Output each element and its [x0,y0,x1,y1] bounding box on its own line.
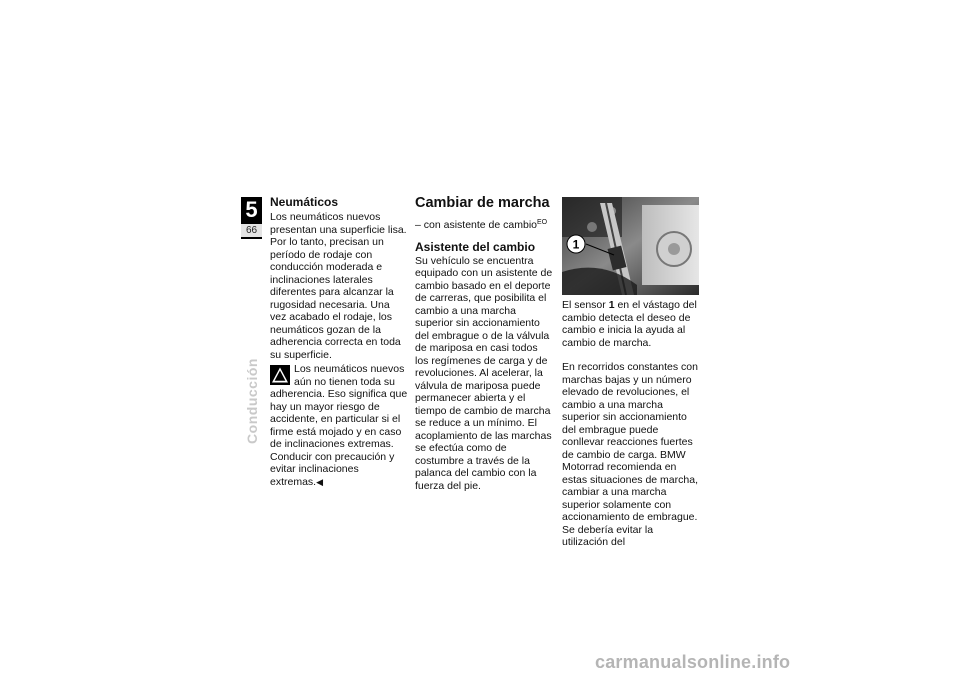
section-label-text: Conducción [244,358,260,444]
gearshift-title: Cambiar de marcha [415,195,550,211]
sensor-paragraph-before: El sensor [562,299,606,311]
gear-sensor-photo [562,197,699,295]
tyres-advice-text: Conducir con precaución y evitar inclinaciones extremas. [270,450,395,488]
tyres-heading: Neumáticos [270,195,339,209]
chapter-tab [241,197,262,239]
tyres-warning [270,363,408,451]
option-dash: – [415,219,421,231]
option-sup: EO [537,219,548,226]
column-gearshift [415,195,553,492]
constant-routes-paragraph: En recorridos constantes con marchas bajas y un número elevado de revoluciones, el cambio a una marcha superior sin accionamiento del embrague puede conllevar reacciones fuertes de cambio de carga. BMW Motorrad recomienda en estas situaciones de marcha, cambiar a una marcha superior solamente con accionamiento de embrague. Se debería evitar la utilización del [562,361,698,548]
shift-assist-paragraph: Su vehículo se encuentra equipado con un asistente de cambio basado en el deporte de carreras, que posibilita el cambio a una marcha superior sin accionamiento del embrague o de la válvula de mariposa en casi todos los regímenes de carga y de revoluciones. Al acelerar, la válvula de mariposa puede permanecer abierta y el tiempo de cambio de marcha se reduce a un mínimo. El acoplamiento de las marchas se efectúa como de costumbre a través de la palanca del cambio con la fuerza del pie. [415,254,553,492]
warning-triangle-icon [270,365,290,385]
sensor-ref-number: 1 [608,299,615,311]
tyres-paragraph: Los neumáticos nuevos presentan una superficie lisa. Por lo tanto, precisan un período de rodaje con conducción moderada e inclinaciones laterales diferentes para alcanzar la rugosidad necesaria. Una vez acabado el rodaje, los neumáticos gozan de la adherencia correcta en toda su superficie. [270,211,407,361]
shift-assist-heading: Asistente del cambio [415,239,536,254]
page-number: 66 [241,224,262,237]
section-label [244,346,260,456]
tyres-advice [270,451,408,489]
end-mark-icon: ◀ [316,476,324,487]
footer-watermark: carmanualsonline.info [595,652,791,672]
sensor-paragraph-after: en el vástago del cambio detecta el deseo de cambio e inicia la ayuda al cambio de marcha. [562,299,697,349]
sensor-paragraph [562,299,700,349]
photo-callout-label: 1 [572,237,580,252]
chapter-number: 5 [245,197,258,222]
option-line [415,217,553,232]
tyres-warning-text: Los neumáticos nuevos aún no tienen toda su adherencia. Eso significa que hay un mayor riesgo de accidente, en particular si el firme está mojado y en caso de inclinaciones extremas. [270,363,408,450]
column-tyres [270,195,408,488]
option-text: con asistente de cambio [423,219,537,231]
column-sensor [562,195,700,549]
